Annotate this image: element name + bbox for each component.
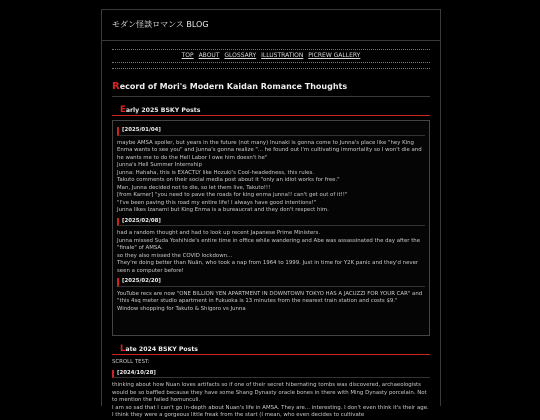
post-line: had a random thought and had to look up recent Japanese Prime Ministers. xyxy=(117,230,321,236)
scroll-test-label: SCROLL TEST: xyxy=(112,359,150,365)
section-late-2024 xyxy=(112,343,430,420)
section-heading-cap: L xyxy=(120,344,126,354)
section-heading-text: ate 2024 BSKY Posts xyxy=(125,346,198,353)
post-date: [2025/02/08] xyxy=(117,218,425,227)
post-line: Man, Junna decided not to die, so let them live, Takuto!!! xyxy=(117,184,271,191)
nav-about[interactable]: ABOUT xyxy=(198,52,220,59)
nav-illustration[interactable]: ILLUSTRATION xyxy=(261,52,304,59)
nav-picrew-gallery[interactable]: PICREW GALLERY xyxy=(308,52,361,59)
divider xyxy=(112,68,430,69)
section-early-2025 xyxy=(112,104,430,336)
nav-bar xyxy=(112,49,430,63)
post-date: [2024/10/28] xyxy=(112,370,430,379)
nav-top[interactable]: TOP xyxy=(181,52,194,59)
nav-glossary[interactable]: GLOSSARY xyxy=(224,52,257,59)
section-heading xyxy=(112,343,430,355)
post-line: [from Karner] "you need to pave the roads for king enma junna!! can't get out of it!!" xyxy=(117,192,348,198)
site-header xyxy=(102,10,440,41)
page-title xyxy=(112,81,430,97)
section-heading-cap: E xyxy=(120,105,126,115)
page-title-cap: R xyxy=(112,81,120,92)
post-line: Takuto comments on their social media post about it "only an idiot works for free." xyxy=(117,177,340,183)
post-date: [2025/01/04] xyxy=(117,127,425,136)
post-line: They're doing better than Nuān, who took a nap from 1964 to 1999. Just in time for Y2K panic and they'd never seen a computer before! xyxy=(117,260,419,274)
post-line: Junna likes Izanami but King Enma is a bureaucrat and they don't respect him. xyxy=(117,207,329,213)
post-line: Window shopping for Takuto & Shigoro vs Junna xyxy=(117,305,246,312)
post-date: [2025/02/20] xyxy=(117,278,425,287)
posts-list xyxy=(112,359,430,420)
posts-scroll-box[interactable] xyxy=(112,120,430,336)
post-line: I am so sad that I can't go in-depth about Nuan's life in AMSA. They are... interesting. I don't even think it's their age. I think they were a gorgeous little freak from the start (I mean, who even decides to cultivate xyxy=(112,404,429,418)
site-title[interactable]: モダン怪談ロマンス BLOG xyxy=(112,20,209,29)
post-line: Junna missed Suda Yoshihide's entire time in office while wandering and Abe was assassinated the day after the "finale" of AMSA. xyxy=(117,237,421,251)
post-line: YouTube recs are now "ONE BILLION YEN APARTMENT IN DOWNTOWN TOKYO HAS A JACUZZI FOR YOUR CAR" and "this 4sq meter studio apartment in Fukuoka is 13 minutes from the nearest train station and costs $9." xyxy=(117,290,423,304)
page-frame xyxy=(101,9,441,418)
post-line: so they also missed the COVID lockdown... xyxy=(117,252,233,259)
post-line: thinking about how Nuan loves artifacts so if one of their secret hibernating tombs was discovered, archaeologists would be so baffled because they have some Shang Dynasty oracle bones in there with Ming Dynasty porcelain. Not to mention the failed homunculi. xyxy=(112,382,427,403)
post-line: Junna's Hell Summer Internship xyxy=(117,162,202,168)
page-title-text: ecord of Mori's Modern Kaidan Romance Thoughts xyxy=(119,82,348,91)
post-line: maybe AMSA spoiler, but years in the future (not many) Inunaki is gonna come to Junna's place like "hey King Enma wants to see you" and Junna's gonna realize "... he found out I'm cultivating immortality so I won't die and he wants me to do the Hell Labor I owe him doesn't he" xyxy=(117,139,422,161)
post-line: Junna: Hahaha, this is EXACTLY like Hozuki's Cool-headedness, this rules. xyxy=(117,169,314,176)
section-heading-text: arly 2025 BSKY Posts xyxy=(125,107,201,114)
section-heading xyxy=(112,104,430,116)
post-line: "I've been paving this road my entire life! I always have good intentions!" xyxy=(117,199,317,206)
